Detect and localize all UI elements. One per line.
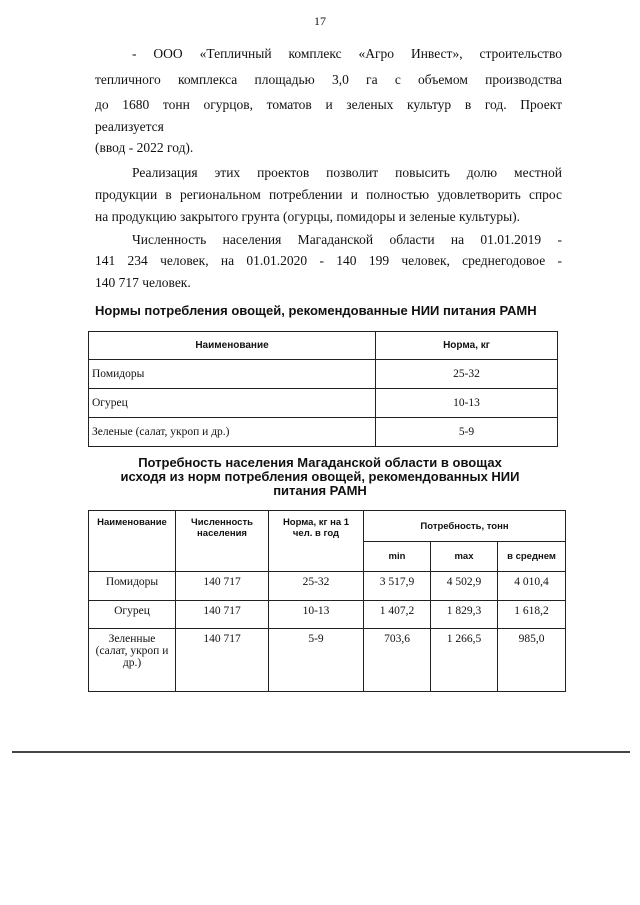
- cell-name: Зеленные (салат, укроп и др.): [89, 629, 176, 692]
- table-row: [89, 418, 558, 447]
- cell-norm: 5-9: [269, 629, 364, 692]
- cell-min: 3 517,9: [364, 572, 431, 601]
- column-header-avg: в среднем: [498, 542, 566, 572]
- norms-table: [88, 331, 558, 447]
- cell-name: Помидоры: [89, 572, 176, 601]
- paragraph-line: до 1680 тонн огурцов, томатов и зеленых культур в год. Проект: [95, 97, 562, 112]
- cell-norm: 10-13: [269, 601, 364, 629]
- column-header: Норма, кг: [376, 332, 558, 360]
- column-header-max: max: [431, 542, 498, 572]
- paragraph-line: Численность населения Магаданской области на 01.01.2019 -: [132, 232, 562, 247]
- paragraph-line: 141 234 человек, на 01.01.2020 - 140 199 человек, среднегодовое -: [95, 253, 562, 268]
- table2-title: [100, 456, 540, 498]
- column-header: Потребность, тонн: [364, 511, 566, 542]
- cell-name: Зеленые (салат, укроп и др.): [89, 418, 376, 447]
- paragraph-line: реализуется: [95, 119, 164, 134]
- table1-title: Нормы потребления овощей, рекомендованные НИИ питания РАМН: [95, 303, 537, 318]
- column-header: Наименование: [89, 332, 376, 360]
- cell-population: 140 717: [176, 572, 269, 601]
- cell-population: 140 717: [176, 629, 269, 692]
- cell-max: 4 502,9: [431, 572, 498, 601]
- page-number: 17: [314, 14, 326, 28]
- table-row: [89, 360, 558, 389]
- cell-name: Огурец: [89, 389, 376, 418]
- table-header-row: [89, 511, 566, 542]
- cell-norm: 25-32: [376, 360, 558, 389]
- paragraph-line: продукции в региональном потреблении и полностью удовлетворить спрос: [95, 187, 562, 202]
- table-row: [89, 629, 566, 692]
- column-header: Наименование: [89, 511, 176, 572]
- table2-title-line: Потребность населения Магаданской области в овощах: [138, 455, 502, 470]
- paragraph-line: 140 717 человек.: [95, 275, 191, 290]
- cell-norm: 10-13: [376, 389, 558, 418]
- table-header-row: [89, 332, 558, 360]
- table-row: [89, 601, 566, 629]
- cell-name: Помидоры: [89, 360, 376, 389]
- column-header: Норма, кг на 1 чел. в год: [269, 511, 364, 572]
- paragraph-line: тепличного комплекса площадью 3,0 га с объемом производства: [95, 72, 562, 87]
- cell-min: 1 407,2: [364, 601, 431, 629]
- cell-norm: 25-32: [269, 572, 364, 601]
- table2-title-line: питания РАМН: [273, 483, 367, 498]
- cell-norm: 5-9: [376, 418, 558, 447]
- column-header: Численность населения: [176, 511, 269, 572]
- column-header-min: min: [364, 542, 431, 572]
- cell-name: Огурец: [89, 601, 176, 629]
- cell-population: 140 717: [176, 601, 269, 629]
- cell-min: 703,6: [364, 629, 431, 692]
- cell-max: 1 266,5: [431, 629, 498, 692]
- paragraph-line: - ООО «Тепличный комплекс «Агро Инвест», строительство: [132, 46, 562, 61]
- cell-avg: 1 618,2: [498, 601, 566, 629]
- demand-table: [88, 510, 566, 692]
- table-row: [89, 389, 558, 418]
- footer-divider: [12, 751, 630, 753]
- paragraph-line: на продукцию закрытого грунта (огурцы, помидоры и зеленые культуры).: [95, 209, 521, 224]
- paragraph-line: (ввод - 2022 год).: [95, 140, 194, 155]
- cell-avg: 4 010,4: [498, 572, 566, 601]
- cell-max: 1 829,3: [431, 601, 498, 629]
- table2-title-line: исходя из норм потребления овощей, рекомендованных НИИ: [120, 469, 520, 484]
- cell-avg: 985,0: [498, 629, 566, 692]
- paragraph-line: Реализация этих проектов позволит повысить долю местной: [132, 165, 562, 180]
- table-row: [89, 572, 566, 601]
